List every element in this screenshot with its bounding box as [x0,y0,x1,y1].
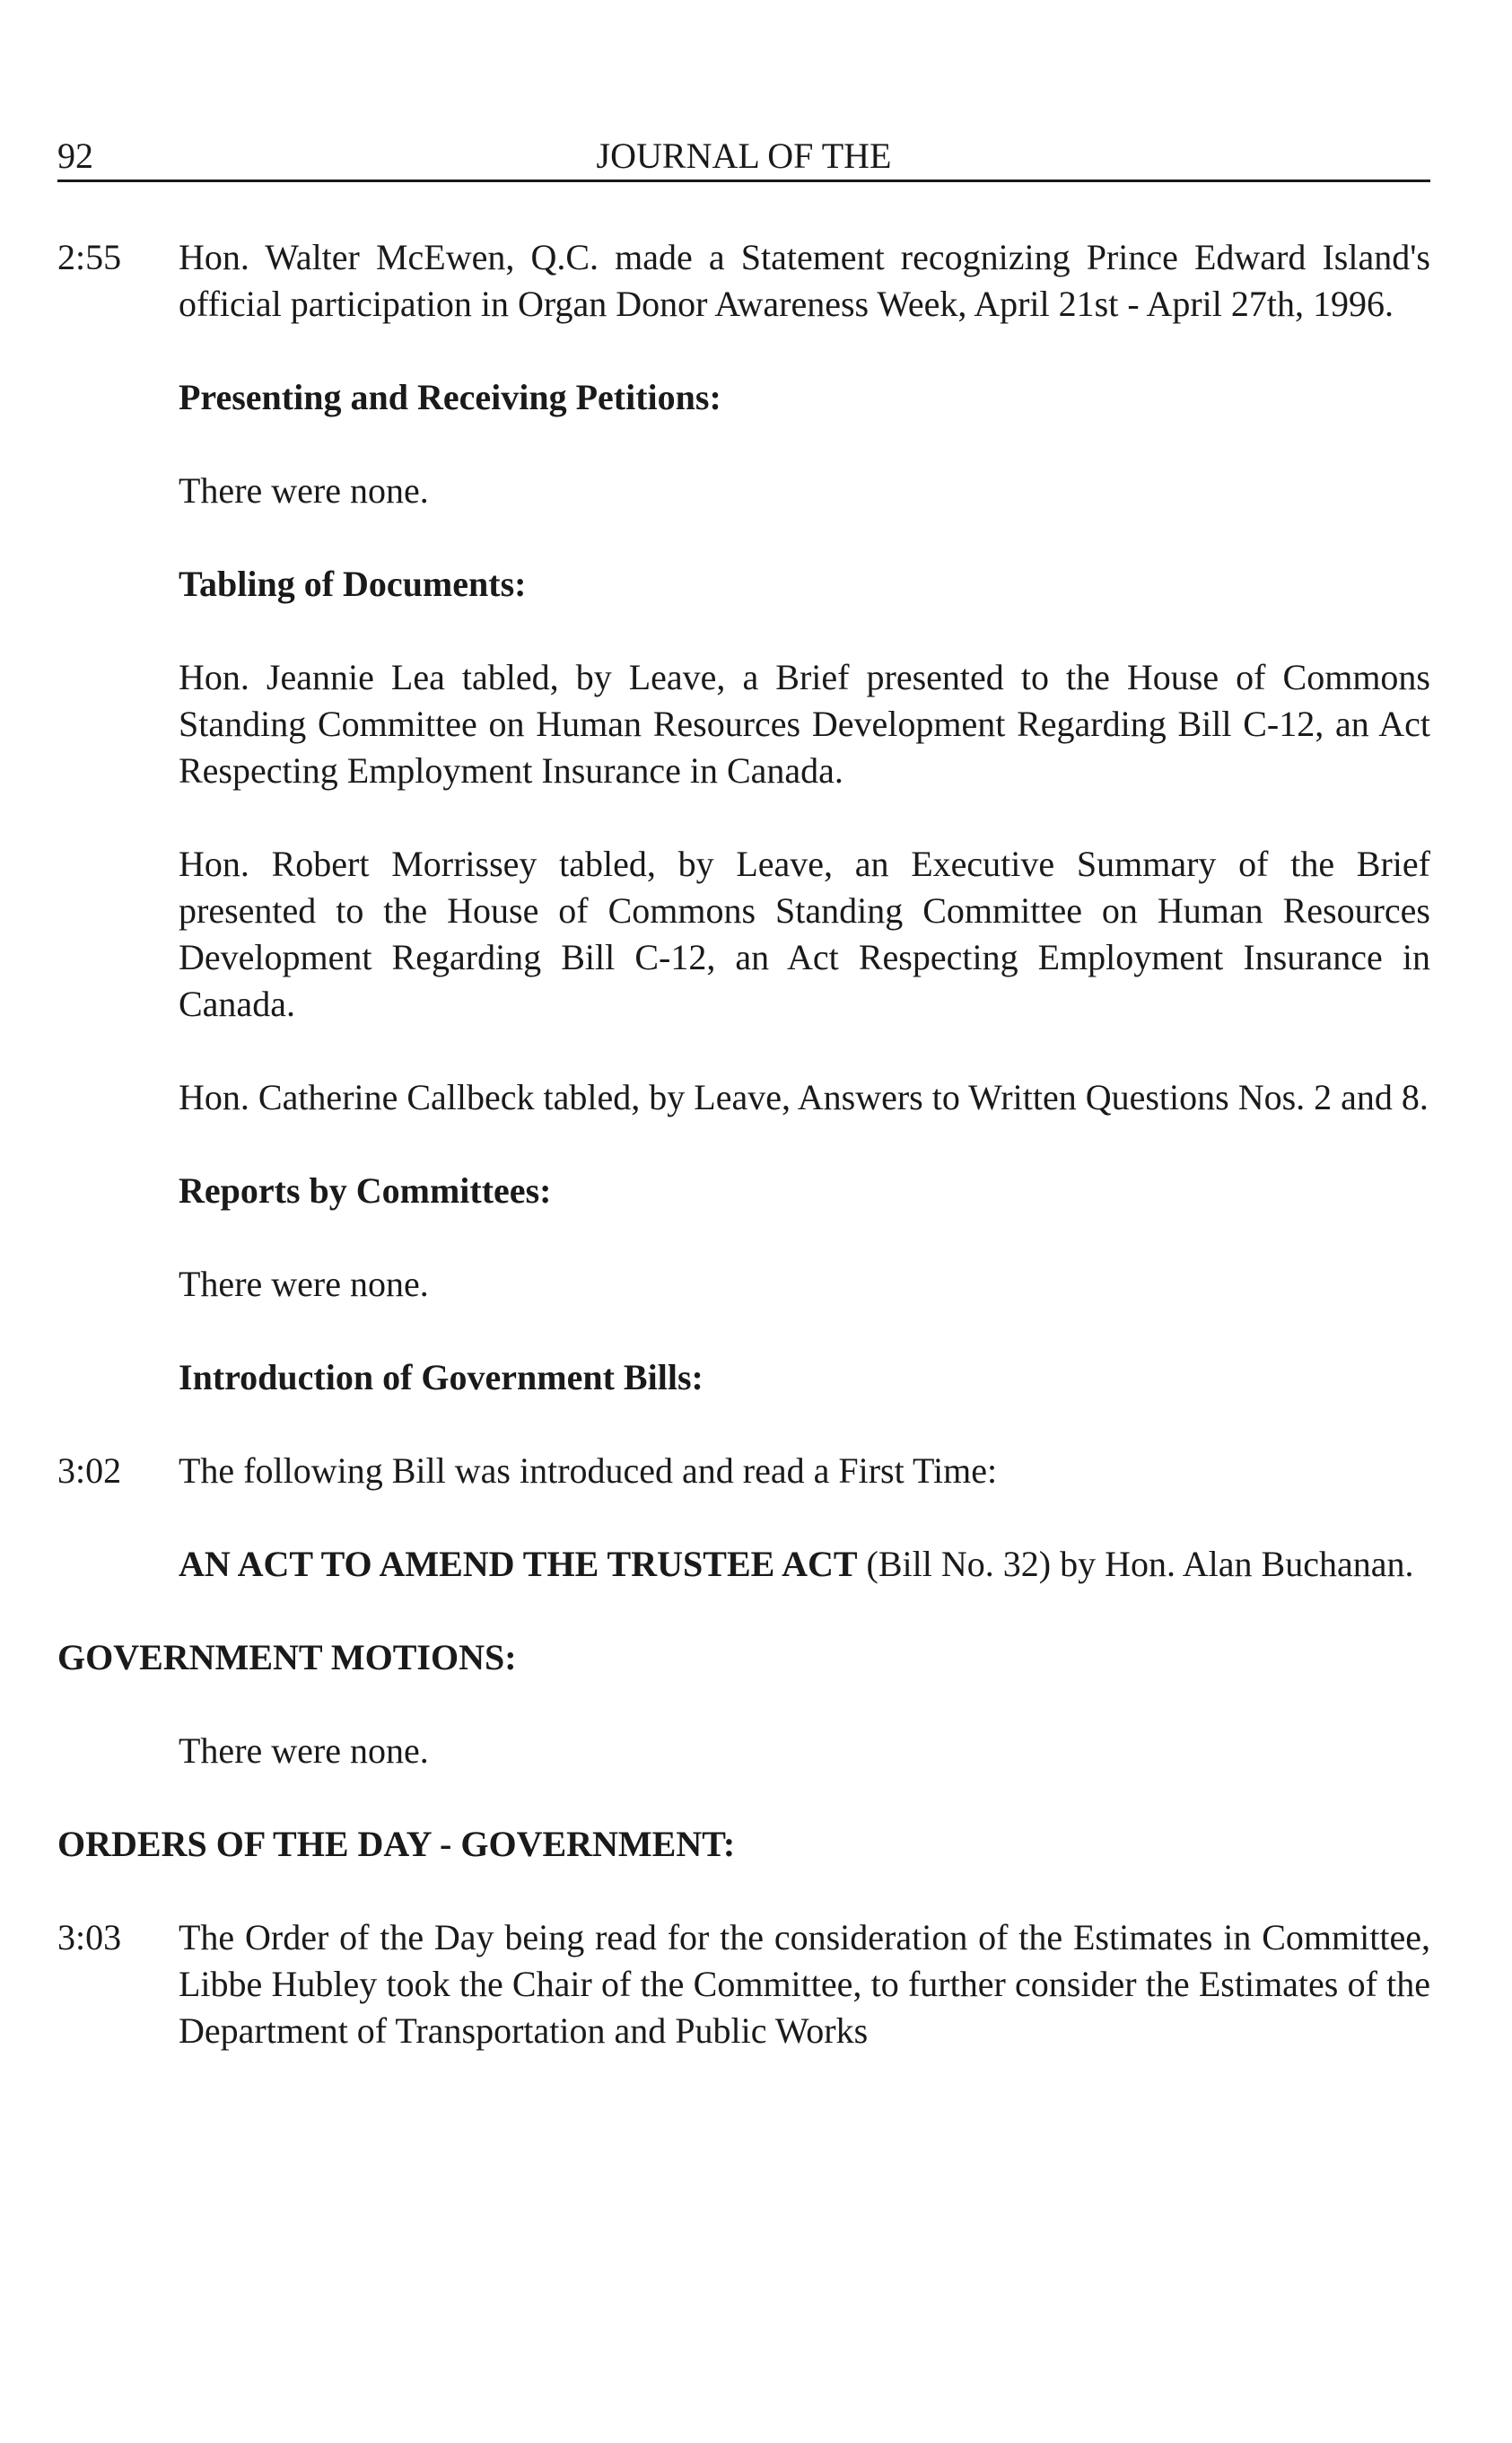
government-motions-text: There were none. [179,1730,429,1771]
orders-of-day-heading: ORDERS OF THE DAY - GOVERNMENT: [57,1824,736,1864]
government-bills-entry [57,1448,1430,1494]
committees-heading: Reports by Committees: [179,1170,552,1211]
page-number: 92 [57,136,93,176]
petitions-heading: Presenting and Receiving Petitions: [179,377,721,417]
committees-text: There were none. [179,1264,429,1304]
page-header [57,126,1430,182]
orders-of-day-entry [57,1914,1430,2054]
tabling-item-callbeck: Hon. Catherine Callbeck tabled, by Leave, Answers to Written Questions Nos. 2 and 8. [179,1077,1429,1117]
orders-of-day-time: 3:03 [57,1917,122,1957]
running-title: JOURNAL OF THE [596,136,892,176]
government-bills-heading: Introduction of Government Bills: [179,1357,704,1397]
government-motions-heading: GOVERNMENT MOTIONS: [57,1637,517,1677]
statement-time: 2:55 [57,237,122,277]
journal-page [57,126,1430,2101]
tabling-item-lea: Hon. Jeannie Lea tabled, by Leave, a Brief presented to the House of Commons Standing Committee on Human Resources Development Regarding Bill C-12, an Act Respecting Employment Insurance in Canada. [179,657,1430,791]
government-bills-text: The following Bill was introduced and read a First Time: [179,1450,998,1491]
statement-text: Hon. Walter McEwen, Q.C. made a Statement recognizing Prince Edward Island's official participation in Organ Donor Awareness Week, April 21st - April 27th, 1996. [179,237,1430,324]
tabling-item-morrissey: Hon. Robert Morrissey tabled, by Leave, an Executive Summary of the Brief presented to the House of Commons Standing Committee on Human Resources Development Regarding Bill C-12, an Act Respecting Employment Insurance in Canada. [179,844,1430,1024]
bill-title: AN ACT TO AMEND THE TRUSTEE ACT [179,1544,858,1584]
tabling-heading: Tabling of Documents: [179,564,527,604]
bill-details: (Bill No. 32) by Hon. Alan Buchanan. [857,1544,1414,1584]
government-bills-time: 3:02 [57,1450,122,1491]
statement-entry [57,234,1430,328]
petitions-text: There were none. [179,470,429,511]
journal-content [57,182,1430,2054]
bill-entry [179,1541,1430,1588]
orders-of-day-text: The Order of the Day being read for the consideration of the Estimates in Committee, Libbe Hubley took the Chair of the Committee, to further consider the Estimates of the Department of Transportation and Public Works [179,1917,1430,2051]
